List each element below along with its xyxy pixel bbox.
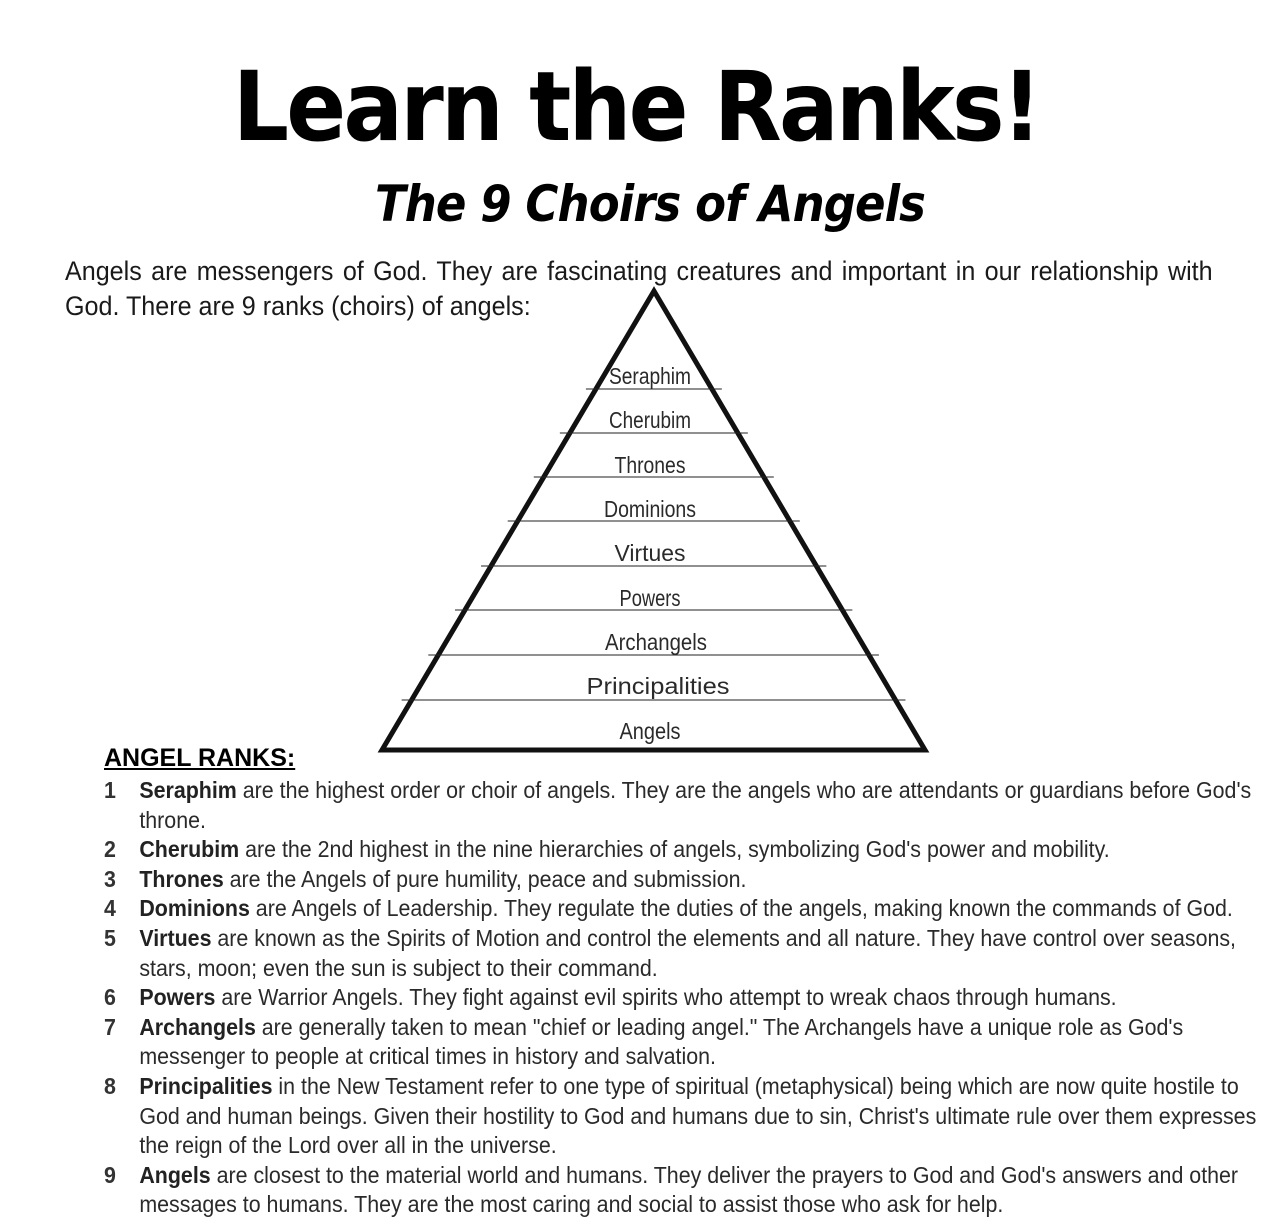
tier-label-cherubim: Cherubim xyxy=(609,407,691,433)
rank-description: in the New Testament refer to one type of spiritual (metaphysical) being which are now quite hostile to God and human beings. Given their hostility to God and humans due to sin, Christ's ultimate rule over them expresses the reign of the Lord over all in the universe. xyxy=(139,1072,1257,1159)
rank-name: Cherubim xyxy=(139,836,240,863)
pyramid-tier-labels xyxy=(587,363,730,744)
rank-name: Seraphim xyxy=(139,777,237,803)
rank-description: are the highest order or choir of angels. They are the angels who are attendants or guardians before God's throne. xyxy=(139,777,1252,833)
rank-number: 2 xyxy=(104,836,116,863)
tier-label-dominions: Dominions xyxy=(604,496,696,522)
rank-list xyxy=(104,776,1257,1220)
rank-name: Angels xyxy=(139,1161,211,1188)
rank-item-powers xyxy=(104,983,1272,1013)
rank-name: Principalities xyxy=(139,1072,273,1099)
rank-item-seraphim xyxy=(104,776,1272,835)
rank-description: are closest to the material world and humans. They deliver the prayers to God and God's answers and other messages to humans. They are the most caring and social to assist those who ask for help. xyxy=(139,1161,1239,1218)
tier-label-principalities: Principalities xyxy=(586,673,730,699)
rank-item-principalities xyxy=(104,1072,1272,1161)
rank-number: 5 xyxy=(104,924,116,951)
rank-description: are known as the Spirits of Motion and control the elements and all nature. They have control over seasons, stars, moon; even the sun is subject to their command. xyxy=(139,924,1237,981)
tier-label-powers: Powers xyxy=(619,585,681,611)
tier-label-angels: Angels xyxy=(619,718,681,744)
rank-name: Thrones xyxy=(139,865,224,892)
rank-description: are the 2nd highest in the nine hierarchies of angels, symbolizing God's power and mobility. xyxy=(239,836,1110,863)
rank-number: 4 xyxy=(104,895,116,922)
rank-number: 9 xyxy=(104,1161,116,1188)
rank-number: 8 xyxy=(104,1072,116,1099)
rank-item-cherubim xyxy=(104,835,1272,865)
rank-name: Virtues xyxy=(139,924,212,951)
rank-name: Powers xyxy=(139,984,216,1011)
rank-description: are the Angels of pure humility, peace and submission. xyxy=(223,865,747,892)
rank-number: 3 xyxy=(104,865,116,892)
ranks-heading: ANGEL RANKS: xyxy=(104,744,296,772)
rank-item-thrones xyxy=(104,865,1272,895)
rank-item-virtues xyxy=(104,924,1272,983)
rank-number: 6 xyxy=(104,984,116,1011)
rank-description: are generally taken to mean "chief or leading angel." The Archangels have a unique role as God's messenger to people at critical times in history and salvation. xyxy=(139,1013,1184,1070)
tier-label-seraphim: Seraphim xyxy=(609,363,691,389)
page-subtitle: The 9 Choirs of Angels xyxy=(374,175,926,233)
rank-description: are Angels of Leadership. They regulate the duties of the angels, making known the commands of God. xyxy=(249,895,1233,922)
intro-paragraph: Angels are messengers of God. They are fascinating creatures and important in our relationship with God. There are 9 ranks (choirs) of angels: xyxy=(65,256,1213,321)
rank-item-angels xyxy=(104,1161,1272,1220)
tier-label-thrones: Thrones xyxy=(614,452,686,478)
rank-description: are Warrior Angels. They fight against evil spirits who attempt to wreak chaos through humans. xyxy=(215,984,1117,1011)
rank-item-archangels xyxy=(104,1013,1272,1072)
rank-name: Dominions xyxy=(139,895,250,922)
rank-item-dominions xyxy=(104,894,1272,924)
rank-number: 1 xyxy=(104,777,116,803)
tier-label-archangels: Archangels xyxy=(605,629,707,655)
page-title: Learn the Ranks! xyxy=(232,51,1040,163)
rank-name: Archangels xyxy=(139,1013,256,1040)
tier-label-virtues: Virtues xyxy=(614,540,686,566)
rank-number: 7 xyxy=(104,1013,116,1040)
